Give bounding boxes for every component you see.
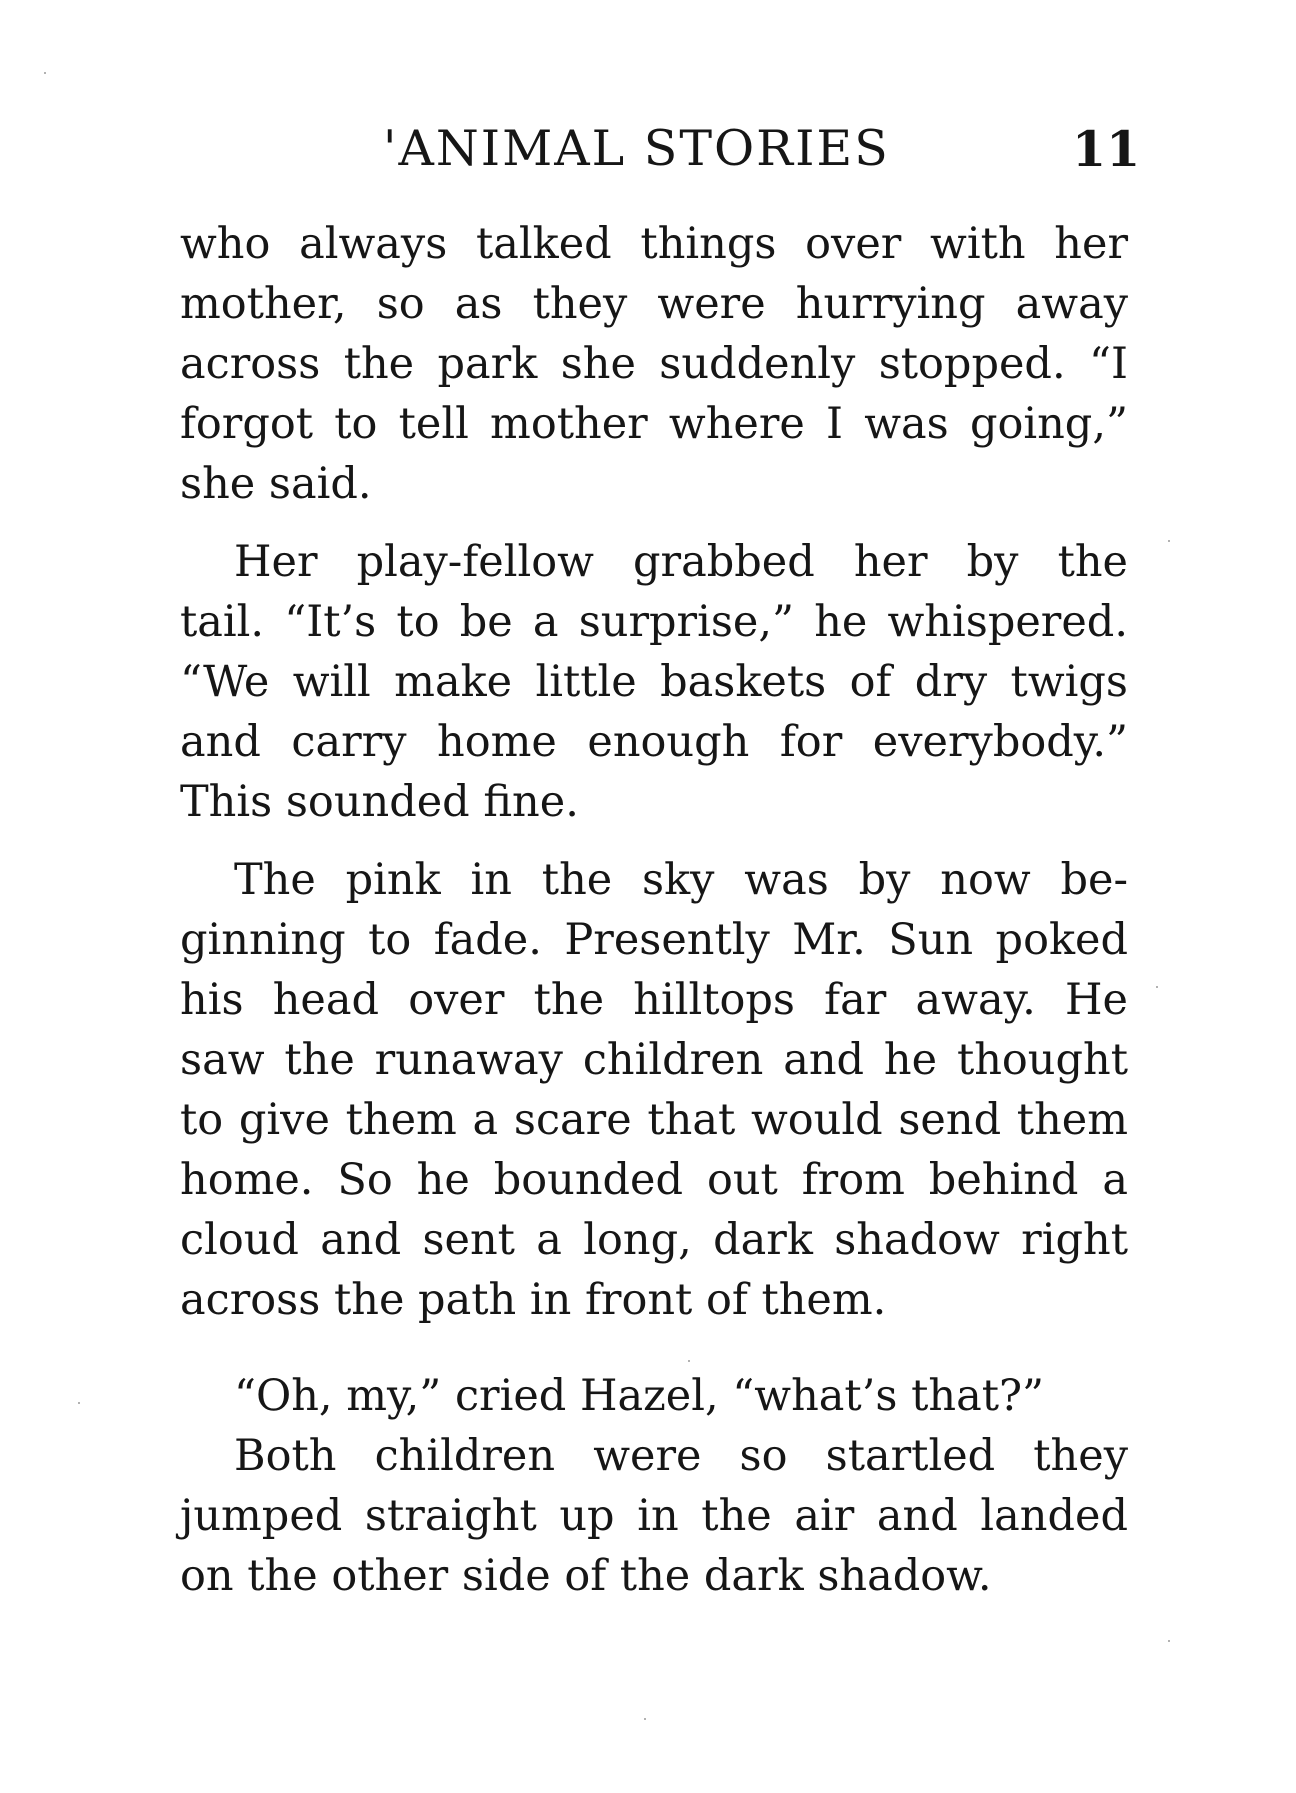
paragraph-spacer [180,832,1128,850]
text-line: tail. “It’s to be a surprise,” he whispered. [180,597,1128,647]
text-line: jumped straight up in the air and landed [180,1491,1128,1541]
body-text [180,214,1128,1606]
page-number: 11 [1072,120,1141,178]
text-line: forgot to tell mother where I was going,” [180,399,1128,449]
text-line: Her play-fellow grabbed her by the [234,537,1128,587]
text-line: across the path in front of them. [180,1275,887,1325]
text-line: The pink in the sky was by now be- [234,855,1128,905]
paragraph-4 [180,1366,1128,1426]
text-line: Both children were so startled they [234,1431,1128,1481]
paper-speck [78,1402,80,1404]
text-line: and carry home enough for everybody.” [180,717,1128,767]
paper-speck [644,1718,646,1720]
paragraph-spacer [180,1348,1128,1366]
paragraph-2 [180,532,1128,832]
text-line: This sounded fine. [180,777,579,827]
text-line: his head over the hilltops far away. He [180,975,1128,1025]
paragraph-3 [180,850,1128,1330]
text-line: across the park she suddenly stopped. “I [180,339,1128,389]
text-line: who always talked things over with her [180,219,1128,269]
text-line: on the other side of the dark shadow. [180,1551,992,1601]
text-line: saw the runaway children and he thought [180,1035,1128,1085]
text-line: home. So he bounded out from behind a [180,1155,1128,1205]
text-line: she said. [180,459,372,509]
text-line: cloud and sent a long, dark shadow right [180,1215,1128,1265]
text-line: to give them a scare that would send them [180,1095,1128,1145]
paragraph-5 [180,1426,1128,1606]
text-line: “We will make little baskets of dry twigs [180,657,1128,707]
text-line: “Oh, my,” cried Hazel, “what’s that?” [234,1371,1045,1421]
text-line: mother, so as they were hurrying away [180,279,1128,329]
paper-speck [688,1360,690,1362]
paper-speck [1168,540,1170,542]
paper-speck [1156,986,1158,988]
running-head-title: 'ANIMAL STORIES [383,120,890,177]
text-line: ginning to fade. Presently Mr. Sun poked [180,915,1128,965]
paragraph-1 [180,214,1128,514]
paper-speck [1168,1640,1170,1642]
paragraph-spacer [180,1330,1128,1348]
paragraph-spacer [180,514,1128,532]
paper-speck [44,72,46,74]
